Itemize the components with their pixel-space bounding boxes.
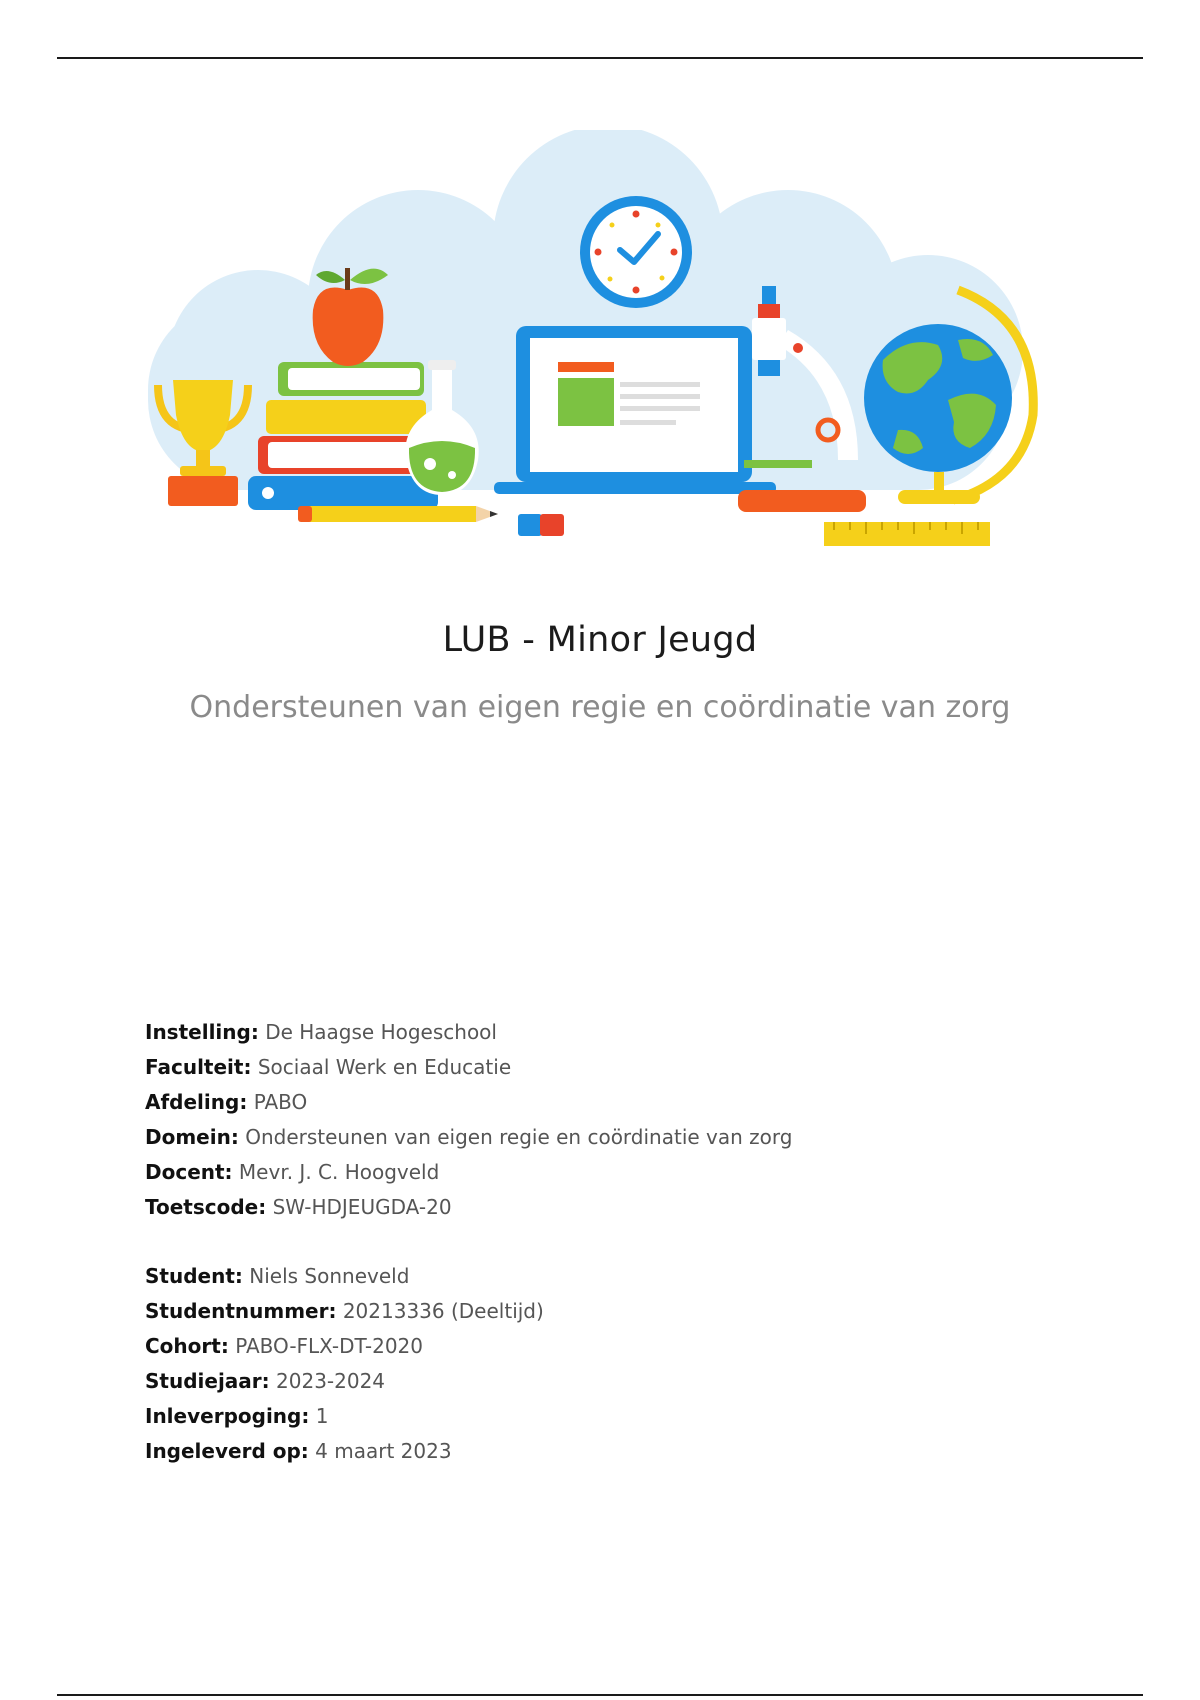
info-value: 4 maart 2023	[315, 1439, 452, 1463]
info-label: Domein:	[145, 1125, 239, 1149]
info-value: 20213336 (Deeltijd)	[342, 1299, 544, 1323]
info-label: Inleverpoging:	[145, 1404, 310, 1428]
info-value: 1	[315, 1404, 329, 1428]
info-row-toetscode	[145, 1190, 792, 1225]
info-value: Ondersteunen van eigen regie en coördinatie van zorg	[245, 1125, 793, 1149]
bottom-divider	[57, 1694, 1143, 1696]
info-label: Studiejaar:	[145, 1369, 270, 1393]
info-label: Instelling:	[145, 1020, 259, 1044]
info-row-domein	[145, 1120, 792, 1155]
eraser-icon	[518, 514, 564, 536]
info-label: Cohort:	[145, 1334, 229, 1358]
info-label: Studentnummer:	[145, 1299, 337, 1323]
info-row-studentnummer	[145, 1294, 544, 1329]
info-label: Afdeling:	[145, 1090, 248, 1114]
institution-info	[145, 1015, 792, 1225]
info-label: Student:	[145, 1264, 243, 1288]
pencil-icon	[298, 506, 498, 522]
info-row-instelling	[145, 1015, 792, 1050]
document-title: LUB - Minor Jeugd	[442, 620, 758, 660]
info-value: De Haagse Hogeschool	[265, 1020, 497, 1044]
info-row-ingeleverd-op	[145, 1434, 544, 1469]
education-illustration	[138, 130, 1086, 550]
top-divider	[57, 57, 1143, 59]
info-row-faculteit	[145, 1050, 792, 1085]
info-value: 2023-2024	[276, 1369, 386, 1393]
document-subtitle: Ondersteunen van eigen regie en coördinatie van zorg	[189, 690, 1011, 725]
info-row-cohort	[145, 1329, 544, 1364]
info-row-studiejaar	[145, 1364, 544, 1399]
info-value: SW-HDJEUGDA-20	[272, 1195, 452, 1219]
info-label: Faculteit:	[145, 1055, 252, 1079]
info-row-docent	[145, 1155, 792, 1190]
laptop-icon	[494, 326, 776, 494]
info-label: Toetscode:	[145, 1195, 267, 1219]
info-value: Mevr. J. C. Hoogveld	[238, 1160, 440, 1184]
info-label: Ingeleverd op:	[145, 1439, 309, 1463]
info-label: Docent:	[145, 1160, 233, 1184]
info-value: PABO-FLX-DT-2020	[235, 1334, 423, 1358]
info-value: Sociaal Werk en Educatie	[257, 1055, 512, 1079]
info-value: PABO	[253, 1090, 308, 1114]
ruler-icon	[824, 522, 990, 546]
student-info	[145, 1259, 544, 1469]
info-row-student	[145, 1259, 544, 1294]
clock-icon	[580, 196, 692, 308]
info-value: Niels Sonneveld	[249, 1264, 410, 1288]
info-row-afdeling	[145, 1085, 792, 1120]
info-row-inleverpoging	[145, 1399, 544, 1434]
